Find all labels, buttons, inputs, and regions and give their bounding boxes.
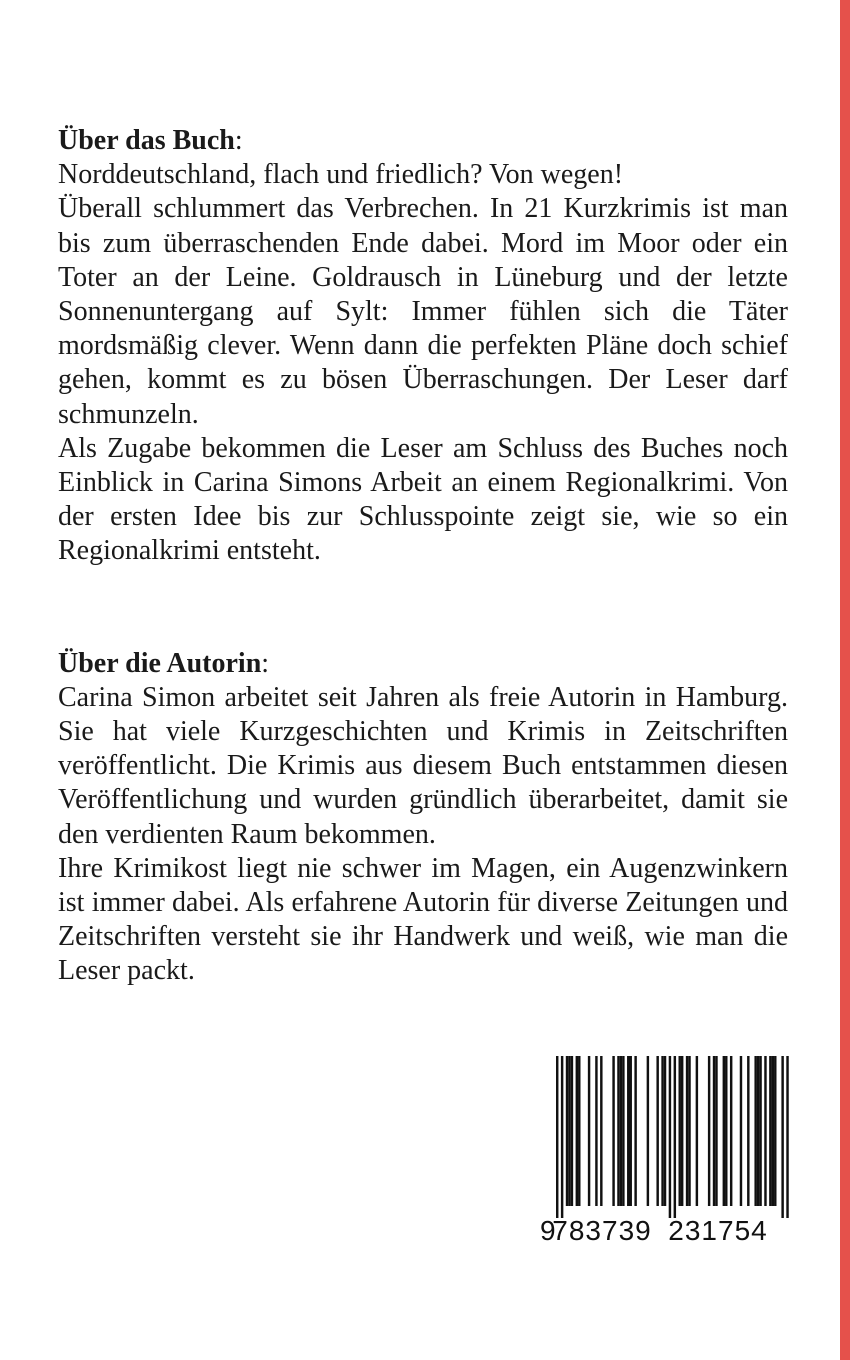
barcode-bar (622, 1056, 624, 1206)
barcode-bar (708, 1056, 710, 1206)
barcode-bar (571, 1056, 573, 1206)
barcode-bar (754, 1056, 756, 1206)
barcode-bar (725, 1056, 727, 1206)
barcode-bar (715, 1056, 717, 1206)
barcode-bar (634, 1056, 636, 1206)
barcode-bar (686, 1056, 688, 1206)
barcode-bar (764, 1056, 766, 1206)
barcode-bar (740, 1056, 742, 1206)
barcode-bar (759, 1056, 761, 1206)
barcode-bar (769, 1056, 771, 1206)
author-paragraph: Ihre Krimikost liegt nie schwer im Magen, ein Augenzwinkern ist immer dabei. Als erfahrene Autorin für diverse Zeitungen und Zeitschriften versteht sie ihr Handwerk und weiß, wie man die Leser packt. (58, 852, 788, 987)
barcode-first-digit: 9 (540, 1215, 556, 1244)
book-paragraph: Norddeutschland, flach und friedlich? Von wegen! (58, 159, 624, 191)
barcode-bar (647, 1056, 649, 1206)
barcode-bar (561, 1056, 563, 1218)
barcode-bar (595, 1056, 597, 1206)
barcode-bar (696, 1056, 698, 1206)
barcode-bar (588, 1056, 590, 1206)
book-section-title: Über das Buch: (58, 125, 243, 156)
barcode-bar (600, 1056, 602, 1206)
barcode-bar (627, 1056, 629, 1206)
barcode-bar (556, 1056, 558, 1218)
barcode-left-digits: 783739 (552, 1215, 652, 1244)
barcode-bar (681, 1056, 683, 1206)
barcode-bar (730, 1056, 732, 1206)
barcode-bar (566, 1056, 568, 1206)
barcode-bar (747, 1056, 749, 1206)
barcode-bar (576, 1056, 578, 1206)
barcode-bar (688, 1056, 690, 1206)
author-section-title: Über die Autorin: (58, 647, 270, 679)
barcode-bar (620, 1056, 622, 1206)
barcode-bar (630, 1056, 632, 1206)
barcode-bar (617, 1056, 619, 1206)
barcode-bar (669, 1056, 671, 1218)
barcode-bar (661, 1056, 663, 1206)
barcode-bar (781, 1056, 783, 1218)
book-paragraph: Überall schlummert das Verbrechen. In 21 Kurzkrimis ist man bis zum überraschenden Ende dabei. Mord im Moor oder ein Toter an der Leine. Goldrausch in Lüneburg und der letzte Sonnenuntergang auf Sylt: Immer fühlen sich die Täter mordsmäßig clever. Wenn dann die perfekten Pläne doch schief gehen, kommt es zu bösen Überraschungen. Der Leser darf schmunzeln. (58, 193, 788, 430)
barcode-bar (772, 1056, 774, 1206)
barcode-bar (723, 1056, 725, 1206)
spine-accent-stripe (840, 0, 850, 1360)
barcode-bar (786, 1056, 788, 1218)
barcode-bar (713, 1056, 715, 1206)
barcode-right-digits: 231754 (668, 1215, 768, 1244)
barcode-bar (757, 1056, 759, 1206)
barcode-bar (664, 1056, 666, 1206)
isbn-barcode (536, 1054, 790, 1244)
book-paragraph: Als Zugabe bekommen die Leser am Schluss des Buches noch Einblick in Carina Simons Arbeit an einem Regionalkrimi. Von der ersten Idee bis zur Schlusspointe zeigt sie, wie so ein Regionalkrimi entsteht. (58, 432, 788, 567)
back-cover-text (58, 124, 788, 989)
barcode-bar (774, 1056, 776, 1206)
author-paragraph: Carina Simon arbeitet seit Jahren als freie Autorin in Hamburg. Sie hat viele Kurzgeschichten und Krimis in Zeitschriften veröffentlicht. Die Krimis aus diesem Buch entstammen diesen Veröffentlichung und wurden gründlich überarbeitet, damit sie den verdienten Raum bekommen. (58, 681, 788, 850)
barcode-bar (674, 1056, 676, 1218)
barcode-bar (612, 1056, 614, 1206)
barcode-bar (656, 1056, 658, 1206)
barcode-bar (568, 1056, 570, 1206)
barcode-bar (679, 1056, 681, 1206)
barcode-bar (578, 1056, 580, 1206)
